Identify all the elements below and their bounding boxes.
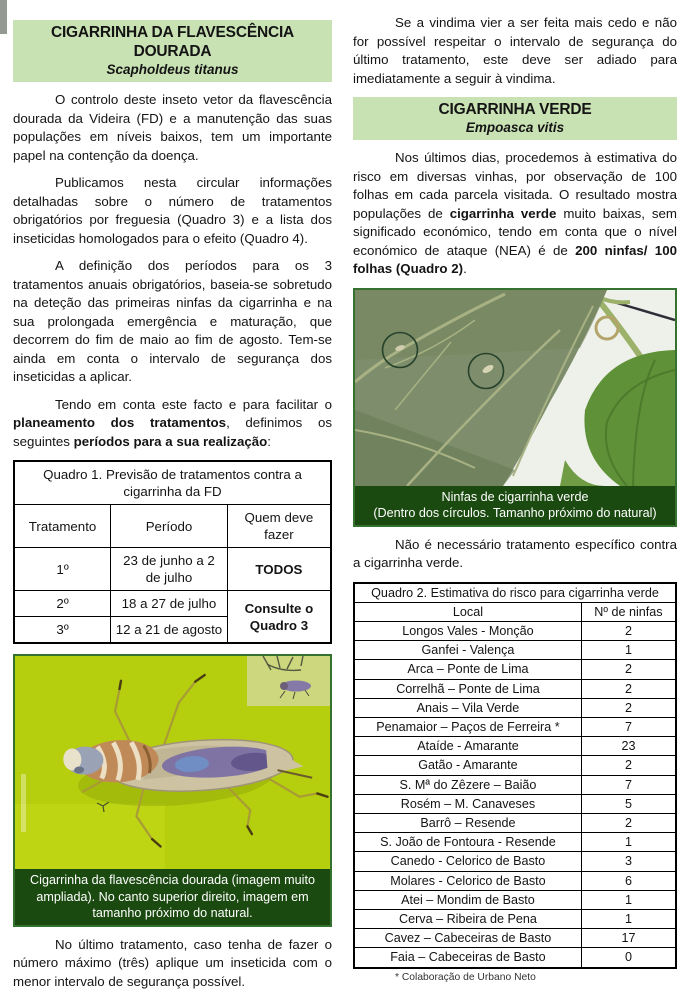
table-header-row — [354, 602, 676, 621]
table-cell: 1 — [581, 833, 676, 852]
table-row — [354, 929, 676, 948]
table-row — [354, 717, 676, 736]
table-row — [354, 890, 676, 909]
insect-figure — [13, 654, 332, 927]
table-cell: 2 — [581, 679, 676, 698]
left-column — [13, 20, 332, 991]
table-row — [354, 871, 676, 890]
table-cell: Anais – Vila Verde — [354, 698, 581, 717]
table-cell: 1 — [581, 641, 676, 660]
figure-caption: Cigarrinha da flavescência dourada (imagem muito ampliada). No canto superior direito, imagem em tamanho próximo do natural. — [15, 869, 330, 925]
section-subtitle-species: Scapholdeus titanus — [106, 62, 239, 77]
paragraph: Se a vindima vier a ser feita mais cedo e não for possível respeitar o intervalo de segurança do último tratamento, este deve ser adiado para imediatamente a seguir à vindima. — [353, 15, 677, 86]
table-row — [354, 813, 676, 832]
table-cell: Ganfei - Valença — [354, 641, 581, 660]
column-header: Tratamento — [14, 505, 111, 548]
table-row — [354, 737, 676, 756]
leafhopper-photo — [15, 656, 330, 869]
figure-caption — [355, 486, 675, 525]
table-row — [354, 679, 676, 698]
table-cell: S. João de Fontoura - Resende — [354, 833, 581, 852]
table-row — [354, 621, 676, 640]
table-row — [354, 909, 676, 928]
table-cell: 1º — [14, 548, 111, 591]
leaf-figure — [353, 288, 677, 527]
paragraph: Nos últimos dias, procedemos à estimativa do risco em diversas vinhas, por observação de 100 folhas em cada parcela visitada. O resultado mostra populações de cigarrinha verde muito baixas, sem significado económico, tendo em conta que o nível económico de ataque (NEA) é de 200 ninfas/ 100 folhas (Quadro 2). — [353, 150, 677, 276]
table-cell: 2 — [581, 621, 676, 640]
table-cell: Molares - Celorico de Basto — [354, 871, 581, 890]
table-cell: Ataíde - Amarante — [354, 737, 581, 756]
table-cell: Cavez – Cabeceiras de Basto — [354, 929, 581, 948]
table-cell: Cerva – Ribeira de Pena — [354, 909, 581, 928]
table-cell: 2 — [581, 698, 676, 717]
table-row — [354, 833, 676, 852]
caption-line: (Dentro dos círculos. Tamanho próximo do natural) — [373, 506, 657, 520]
right-column — [353, 14, 677, 983]
table-cell: 23 de junho a 2 de julho — [111, 548, 228, 591]
table-header-row — [14, 505, 331, 548]
table-cell: 1 — [581, 890, 676, 909]
table-cell: 7 — [581, 717, 676, 736]
table-cell: 12 a 21 de agosto — [111, 617, 228, 644]
scan-edge-artifact — [0, 0, 7, 34]
table-cell: Barrô – Resende — [354, 813, 581, 832]
paragraph: Não é necessário tratamento específico contra a cigarrinha verde. — [353, 536, 677, 570]
table-cell: TODOS — [227, 548, 331, 591]
table-cell: Correlhã – Ponte de Lima — [354, 679, 581, 698]
column-header: Quem deve fazer — [227, 505, 331, 548]
table-title-row — [14, 461, 331, 505]
table-row — [354, 756, 676, 775]
table-title: Quadro 2. Estimativa do risco para cigarrinha verde — [354, 583, 676, 603]
table-row — [354, 775, 676, 794]
table-cell: 3º — [14, 617, 111, 644]
column-header: Período — [111, 505, 228, 548]
caption-line: Ninfas de cigarrinha verde — [441, 489, 589, 504]
table-row — [354, 660, 676, 679]
section-title: CIGARRINHA DA FLAVESCÊNCIA DOURADA — [50, 24, 295, 60]
table-cell: 18 a 27 de julho — [111, 591, 228, 617]
table-cell: 2 — [581, 813, 676, 832]
paragraph: Publicamos nesta circular informações detalhadas sobre o número de tratamentos obrigatórios por freguesia (Quadro 3) e a lista dos inseticidas homologados para o efeito (Quadro 4). — [13, 175, 332, 246]
paragraph: O controlo deste inseto vetor da flavescência dourada da Videira (FD) e a manutenção das suas populações em níveis baixos, tem um importante papel na contenção da doença. — [13, 92, 332, 163]
table-footnote: * Colaboração de Urbano Neto — [395, 971, 536, 983]
table-cell: 6 — [581, 871, 676, 890]
table-cell: 7 — [581, 775, 676, 794]
table-cell: Gatão - Amarante — [354, 756, 581, 775]
table-row — [354, 794, 676, 813]
section-subtitle-species: Empoasca vitis — [465, 120, 565, 135]
risk-estimate-table — [353, 582, 677, 969]
table-cell: 17 — [581, 929, 676, 948]
table-cell: Atei – Mondim de Basto — [354, 890, 581, 909]
table-row — [14, 548, 331, 591]
table-cell: Canedo - Celorico de Basto — [354, 852, 581, 871]
section-header-cigarrinha-verde — [353, 97, 677, 140]
column-header: Local — [354, 602, 581, 621]
leaf-nymphs-photo — [355, 290, 675, 486]
table-row — [354, 641, 676, 660]
table-cell: 23 — [581, 737, 676, 756]
table-row — [354, 852, 676, 871]
table-cell: 1 — [581, 909, 676, 928]
column-header: Nº de ninfas — [581, 602, 676, 621]
table-cell: S. Mª do Zêzere – Baião — [354, 775, 581, 794]
table-cell: 3 — [581, 852, 676, 871]
table-cell: Rosém – M. Canaveses — [354, 794, 581, 813]
section-header-flavescencia — [13, 20, 332, 82]
section-title: CIGARRINHA VERDE — [438, 101, 592, 118]
table-title-row — [354, 583, 676, 603]
table-cell: 2 — [581, 660, 676, 679]
table-cell-merged: Consulte o Quadro 3 — [227, 591, 331, 644]
table-row — [354, 698, 676, 717]
table-cell: Longos Vales - Monção — [354, 621, 581, 640]
paragraph: A definição dos períodos para os 3 tratamentos anuais obrigatórios, baseia-se sobretudo na deteção das primeiras ninfas da cigarrinha e na sua prolongada emergência e maturação, que decorrem do fim de maio ao fim de agosto. Tem-se ainda em conta o intervalo de segurança dos inseticidas a aplicar. — [13, 258, 332, 384]
table-title: Quadro 1. Previsão de tratamentos contra a cigarrinha da FD — [14, 461, 331, 505]
table-cell: 2 — [581, 756, 676, 775]
table-cell: Penamaior – Paços de Ferreira * — [354, 717, 581, 736]
table-cell: Faia – Cabeceiras de Basto — [354, 948, 581, 968]
treatment-forecast-table — [13, 460, 332, 644]
table-cell: Arca – Ponte de Lima — [354, 660, 581, 679]
paragraph: Tendo em conta este facto e para facilitar o planeamento dos tratamentos, definimos os seguintes períodos para a sua realização: — [13, 396, 332, 449]
paragraph: No último tratamento, caso tenha de fazer o número máximo (três) aplique um inseticida com o menor intervalo de segurança possível. — [13, 936, 332, 989]
table-row — [354, 948, 676, 968]
table-cell: 2º — [14, 591, 111, 617]
table-cell: 5 — [581, 794, 676, 813]
table-row — [14, 591, 331, 617]
table-cell: 0 — [581, 948, 676, 968]
